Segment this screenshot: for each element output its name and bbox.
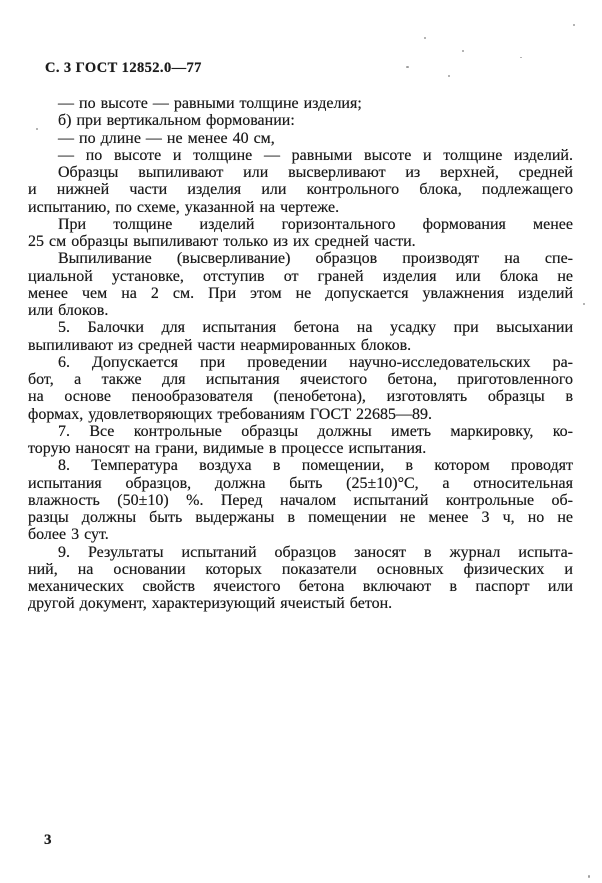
- text-line: испытания образцов, должна быть (25±10)°С, а относительная: [28, 474, 573, 492]
- text-line: выпиливают из средней части неармированных блоков.: [28, 336, 412, 354]
- text-line: циальной установке, отступив от граней изделия или блока не: [28, 267, 573, 285]
- scan-speck: [520, 57, 522, 58]
- text-line: другой документ, характеризующий ячеистый бетон.: [28, 595, 393, 613]
- text-line: 5. Балочки для испытания бетона на усадку при высыхании: [58, 319, 573, 337]
- text-line: 7. Все контрольные образцы должны иметь маркировку, ко-: [58, 422, 573, 440]
- text-line: и нижней части изделия или контрольного блока, подлежащего: [28, 181, 573, 199]
- text-line: При толщине изделий горизонтального формования менее: [58, 215, 573, 233]
- scan-speck: [424, 37, 426, 39]
- text-line: более 3 сут.: [28, 526, 109, 544]
- text-line: 9. Результаты испытаний образцов заносят в журнал испыта-: [58, 543, 573, 561]
- text-line: — по высоте — равными толщине изделия;: [58, 95, 362, 112]
- text-line: Выпиливание (высверливание) образцов производят на спе-: [58, 250, 573, 268]
- scan-speck: [36, 128, 38, 130]
- scan-speck: [448, 75, 450, 77]
- text-line: испытанию, по схеме, указанной на чертеже.: [28, 198, 340, 216]
- text-line: ний, на основании которых показатели основных физических и: [28, 560, 573, 578]
- text-line: 6. Допускается при проведении научно-исследовательских ра-: [58, 353, 573, 371]
- text-lines: [28, 95, 573, 613]
- page-number: 3: [44, 832, 52, 848]
- text-line: разцы должны быть выдержаны в помещении не менее 3 ч, но не: [28, 509, 573, 526]
- scan-speck: [573, 24, 575, 26]
- scan-speck: [406, 66, 409, 68]
- text-line: формах, удовлетворяющих требованиям ГОСТ 22685—89.: [28, 405, 432, 423]
- text-line: влажность (50±10) %. Перед началом испытаний контрольные об-: [28, 491, 573, 509]
- text-line: или блоков.: [28, 302, 109, 319]
- text-line: Образцы выпиливают или высверливают из верхней, средней: [58, 164, 573, 181]
- text-line: торую наносят на грани, видимые в процессе испытания.: [28, 440, 427, 457]
- scan-speck: [588, 875, 590, 878]
- running-header: С. 3 ГОСТ 12852.0—77: [45, 60, 202, 76]
- text-line: — по длине — не менее 40 см,: [58, 129, 275, 147]
- text-line: менее чем на 2 см. При этом не допускается увлажнения изделий: [28, 284, 573, 302]
- text-line: на основе пенообразователя (пенобетона), изготовлять образцы в: [28, 388, 573, 406]
- text-line: бот, а также для испытания ячеистого бетона, приготовленного: [28, 371, 573, 388]
- scan-speck: [462, 50, 464, 52]
- scan-speck: [583, 303, 585, 305]
- text-line: — по высоте и толщине — равными высоте и толщине изделий.: [58, 146, 573, 164]
- text-line: б) при вертикальном формовании:: [58, 112, 295, 130]
- text-line: 25 см образцы выпиливают только из их средней части.: [28, 233, 416, 250]
- text-line: механических свойств ячеистого бетона включают в паспорт или: [28, 578, 573, 595]
- text-line: 8. Температура воздуха в помещении, в котором проводят: [58, 457, 573, 475]
